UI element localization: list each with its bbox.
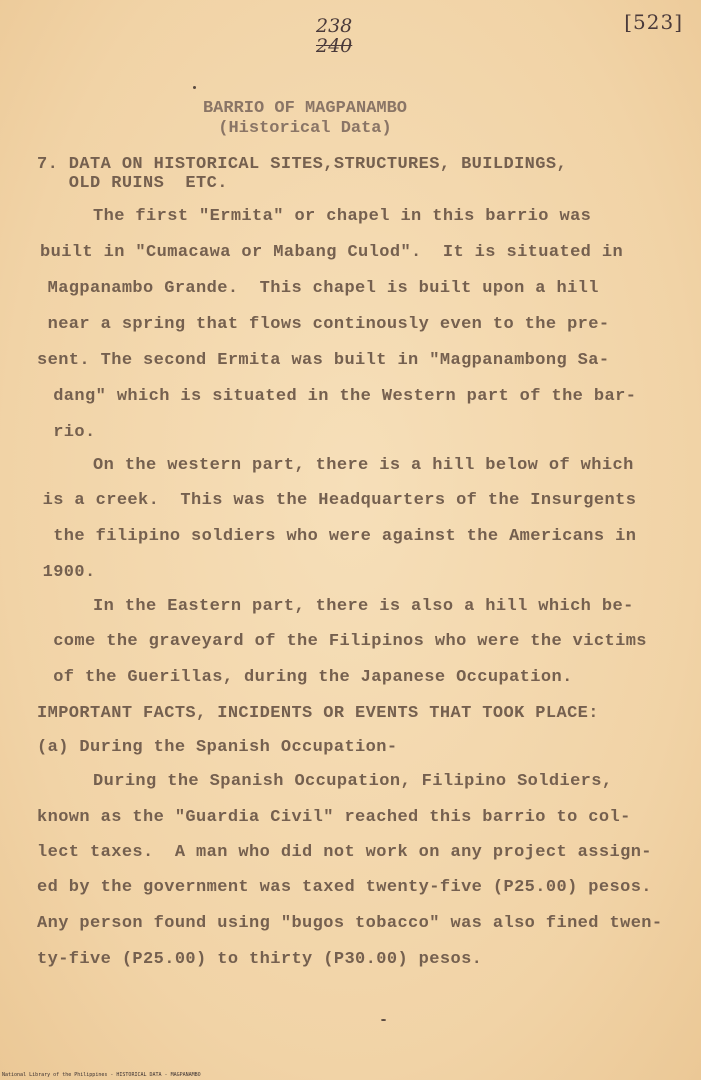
body-line: OLD RUINS ETC. <box>37 174 228 193</box>
ink-speck <box>193 86 196 89</box>
body-line: In the Eastern part, there is also a hill which be- <box>40 597 634 616</box>
body-line: lect taxes. A man who did not work on any project assign- <box>37 843 652 862</box>
document-subtitle: (Historical Data) <box>218 119 392 138</box>
body-line: known as the "Guardia Civil" reached this barrio to col- <box>37 808 631 827</box>
body-line: built in "Cumacawa or Mabang Culod". It is situated in <box>40 243 624 262</box>
body-line: During the Spanish Occupation, Filipino Soldiers, <box>40 772 613 791</box>
body-line: the filipino soldiers who were against the Americans in <box>32 527 637 546</box>
body-line: 1900. <box>32 563 96 582</box>
body-line: Any person found using "bugos tobacco" was also fined twen- <box>37 914 663 933</box>
body-line: ty-five (P25.00) to thirty (P30.00) pesos. <box>37 950 483 969</box>
body-line: of the Guerillas, during the Japanese Occupation. <box>32 668 573 687</box>
handwritten-page-number <box>316 16 352 56</box>
body-line: come the graveyard of the Filipinos who were the victims <box>32 632 647 651</box>
body-line: The first "Ermita" or chapel in this barrio was <box>40 207 592 226</box>
body-line: rio. <box>32 423 96 442</box>
handwritten-reference: [523] <box>624 10 683 34</box>
body-line: 7. DATA ON HISTORICAL SITES,STRUCTURES, BUILDINGS, <box>37 155 568 174</box>
body-line: Magpanambo Grande. This chapel is built upon a hill <box>37 279 599 298</box>
ink-speck <box>381 1019 386 1021</box>
page-number-current: 238 <box>316 15 353 37</box>
body-line: ed by the government was taxed twenty-five (P25.00) pesos. <box>37 878 652 897</box>
subsection-heading: (a) During the Spanish Occupation- <box>37 738 398 757</box>
page-number-struck: 240 <box>316 35 353 57</box>
section-heading: IMPORTANT FACTS, INCIDENTS OR EVENTS THAT TOOK PLACE: <box>37 704 599 723</box>
document-title: BARRIO OF MAGPANAMBO <box>202 99 408 118</box>
body-line: sent. The second Ermita was built in "Magpanambong Sa- <box>37 351 610 370</box>
body-line: On the western part, there is a hill below of which <box>40 456 634 475</box>
body-line: dang" which is situated in the Western part of the bar- <box>32 387 637 406</box>
body-line: is a creek. This was the Headquarters of the Insurgents <box>32 491 637 510</box>
body-line: near a spring that flows continously even to the pre- <box>37 315 610 334</box>
archive-footer: National Library of the Philippines - HISTORICAL DATA - MAGPANAMBO <box>2 1072 201 1078</box>
